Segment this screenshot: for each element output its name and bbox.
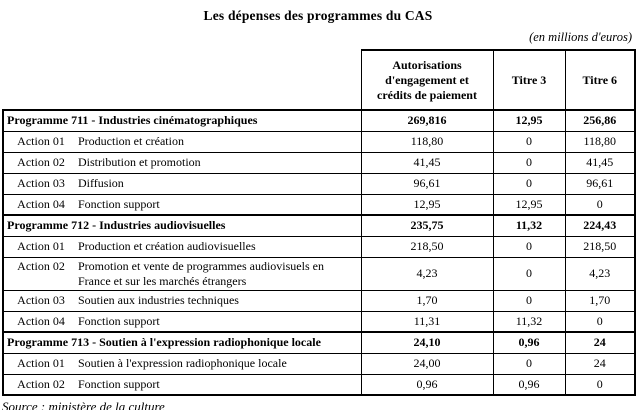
value-titre3: 0: [493, 152, 565, 173]
action-description: Production et création: [78, 134, 184, 148]
programme-row: [3, 332, 635, 353]
value-titre3: 12,95: [493, 110, 565, 131]
value-titre3: 11,32: [493, 215, 565, 236]
value-titre3: 0: [493, 131, 565, 152]
table-body: [3, 110, 635, 395]
action-row: [3, 374, 635, 395]
action-description: Soutien à l'expression radiophonique locale: [78, 356, 287, 370]
action-description: Distribution et promotion: [78, 155, 201, 169]
action-row: [3, 257, 635, 290]
value-titre6: 256,86: [565, 110, 635, 131]
value-titre6: 41,45: [565, 152, 635, 173]
value-titre3: 12,95: [493, 194, 565, 215]
action-row: [3, 236, 635, 257]
action-number: Action 01: [17, 356, 65, 370]
value-ae-cp: 96,61: [361, 173, 493, 194]
value-titre6: 0: [565, 374, 635, 395]
value-titre3: 11,32: [493, 311, 565, 332]
value-ae-cp: 235,75: [361, 215, 493, 236]
source-note: Source : ministère de la culture: [2, 399, 165, 410]
action-label: [3, 257, 361, 290]
action-number: Action 02: [17, 376, 65, 391]
programme-label: Programme 713 - Soutien à l'expression radiophonique locale: [3, 332, 361, 353]
action-row: [3, 290, 635, 311]
value-ae-cp: 269,816: [361, 110, 493, 131]
value-titre6: 224,43: [565, 215, 635, 236]
action-number: Action 03: [17, 176, 65, 190]
value-ae-cp: 41,45: [361, 152, 493, 173]
action-label: [3, 152, 361, 173]
header-col-titre3: Titre 3: [493, 50, 565, 110]
value-ae-cp: 4,23: [361, 257, 493, 290]
action-number: Action 01: [17, 134, 65, 148]
action-number: Action 04: [17, 313, 65, 328]
page-title: Les dépenses des programmes du CAS: [203, 8, 433, 23]
value-titre6: 218,50: [565, 236, 635, 257]
action-row: [3, 311, 635, 332]
unit-note: (en millions d'euros): [529, 30, 632, 44]
action-label: [3, 236, 361, 257]
action-description: Fonction support: [78, 313, 160, 328]
action-label: [3, 173, 361, 194]
action-description: Fonction support: [78, 196, 160, 211]
action-number: Action 03: [17, 293, 65, 307]
action-number: Action 02: [17, 155, 65, 169]
action-label: [3, 374, 361, 395]
value-titre3: 0: [493, 290, 565, 311]
programme-row: [3, 215, 635, 236]
action-row: [3, 152, 635, 173]
value-titre6: 0: [565, 311, 635, 332]
value-titre3: 0: [493, 173, 565, 194]
action-description: Fonction support: [78, 376, 160, 391]
value-titre6: 1,70: [565, 290, 635, 311]
action-label: [3, 131, 361, 152]
action-description: Diffusion: [78, 176, 124, 190]
action-label: [3, 311, 361, 332]
value-ae-cp: 12,95: [361, 194, 493, 215]
value-ae-cp: 218,50: [361, 236, 493, 257]
table-header: [3, 50, 635, 110]
action-label: [3, 290, 361, 311]
header-row: [3, 50, 635, 110]
value-ae-cp: 24,10: [361, 332, 493, 353]
action-number: Action 02: [17, 258, 65, 273]
action-description: Production et création audiovisuelles: [78, 239, 256, 253]
action-label: [3, 353, 361, 374]
expenses-table: [2, 49, 636, 396]
action-row: [3, 131, 635, 152]
value-ae-cp: 24,00: [361, 353, 493, 374]
value-titre3: 0: [493, 257, 565, 290]
action-description: Promotion et vente de programmes audiovisuels en France et sur les marchés étrangers: [78, 258, 324, 288]
value-titre3: 0: [493, 353, 565, 374]
value-titre3: 0,96: [493, 332, 565, 353]
value-titre6: 0: [565, 194, 635, 215]
action-description: Soutien aux industries techniques: [78, 293, 239, 307]
value-ae-cp: 0,96: [361, 374, 493, 395]
action-row: [3, 173, 635, 194]
action-label: [3, 194, 361, 215]
action-row: [3, 194, 635, 215]
action-row: [3, 353, 635, 374]
value-titre6: 96,61: [565, 173, 635, 194]
value-ae-cp: 118,80: [361, 131, 493, 152]
action-number: Action 01: [17, 239, 65, 253]
value-titre3: 0: [493, 236, 565, 257]
value-titre6: 24: [565, 332, 635, 353]
header-col-autorisations: Autorisations d'engagement et crédits de paiement: [361, 50, 493, 110]
value-ae-cp: 1,70: [361, 290, 493, 311]
value-titre6: 4,23: [565, 257, 635, 290]
value-titre3: 0,96: [493, 374, 565, 395]
value-ae-cp: 11,31: [361, 311, 493, 332]
programme-row: [3, 110, 635, 131]
programme-label: Programme 711 - Industries cinématographiques: [3, 110, 361, 131]
value-titre6: 24: [565, 353, 635, 374]
header-corner-cell: [3, 50, 361, 110]
action-number: Action 04: [17, 196, 65, 211]
value-titre6: 118,80: [565, 131, 635, 152]
header-col-titre6: Titre 6: [565, 50, 635, 110]
programme-label: Programme 712 - Industries audiovisuelles: [3, 215, 361, 236]
